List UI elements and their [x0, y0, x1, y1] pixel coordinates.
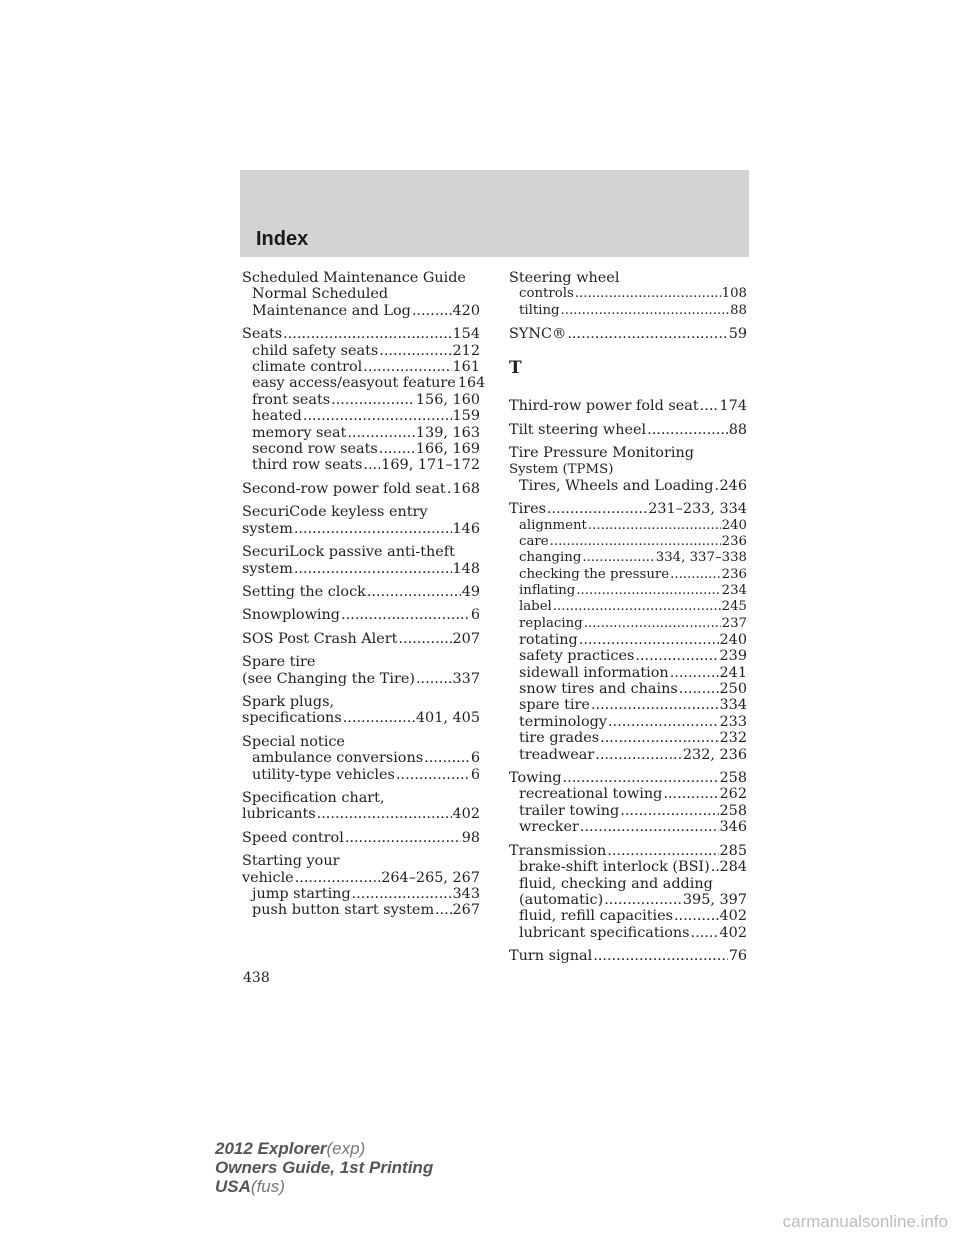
- index-entry-line: [509, 770, 747, 786]
- index-page-ref: 284: [719, 859, 747, 876]
- index-term: fluid, checking and adding: [519, 875, 713, 892]
- index-page-ref: 6: [470, 607, 480, 624]
- dot-leader: [715, 478, 719, 494]
- index-entry-line: [509, 462, 747, 478]
- index-page-ref: 146: [452, 520, 480, 537]
- index-subentry-line: [509, 786, 747, 802]
- dot-leader: [679, 681, 719, 697]
- index-entry-line: [509, 326, 747, 342]
- index-page-ref: 258: [719, 802, 747, 819]
- index-entry: [242, 734, 480, 783]
- dot-leader: [347, 425, 415, 441]
- index-entry: [242, 270, 480, 319]
- dot-leader: [607, 843, 718, 859]
- index-subentry-line: [242, 425, 480, 441]
- index-page-ref: 169, 171–172: [381, 457, 480, 474]
- dot-leader: [550, 534, 721, 550]
- index-entry: [242, 504, 480, 537]
- index-page-ref: 334: [719, 697, 747, 714]
- dot-leader: [447, 481, 452, 497]
- dot-leader: [567, 326, 727, 342]
- dot-leader: [576, 583, 720, 599]
- dot-leader: [398, 631, 451, 647]
- index-page-ref: 6: [470, 750, 480, 767]
- index-term: utility-type vehicles: [252, 766, 395, 783]
- index-term: second row seats: [252, 441, 378, 458]
- section-letter-t: T: [509, 358, 522, 379]
- index-page-ref: 108: [721, 286, 747, 302]
- index-subentry-line: [509, 478, 747, 494]
- index-page-ref: 246: [719, 477, 747, 494]
- index-entry-line: [509, 501, 747, 517]
- footer-line-model: [215, 1139, 433, 1158]
- index-term: system: [242, 560, 293, 577]
- index-entry-line: [509, 398, 747, 414]
- index-page-ref: 245: [721, 599, 747, 615]
- dot-leader: [379, 343, 451, 359]
- index-entry-line: [242, 270, 480, 286]
- index-group-t: [509, 398, 747, 964]
- index-subentry-line: [509, 859, 747, 875]
- index-page-ref: 234: [721, 582, 747, 598]
- index-term: rotating: [519, 631, 578, 648]
- index-term: Seats: [242, 326, 283, 343]
- index-subentry-line: [509, 665, 747, 681]
- index-term: wrecker: [519, 819, 579, 836]
- index-term: checking the pressure: [519, 566, 670, 582]
- index-subentry-line: [242, 750, 480, 766]
- index-page-ref: 164: [457, 375, 486, 392]
- index-page-ref: 59: [728, 326, 747, 342]
- index-term: Spare tire: [242, 654, 316, 671]
- dot-leader: [435, 902, 451, 918]
- dot-leader: [343, 710, 415, 726]
- dot-leader: [593, 948, 727, 964]
- index-subentry-line: [509, 583, 747, 599]
- index-term: Turn signal: [509, 948, 593, 965]
- index-subentry-line: [509, 303, 747, 319]
- index-subentry-line: [509, 599, 747, 615]
- index-page-ref: 233: [719, 713, 747, 730]
- index-term: inflating: [519, 582, 576, 598]
- dot-leader: [363, 457, 380, 473]
- index-subentry-line: [509, 908, 747, 924]
- dot-leader: [561, 303, 730, 319]
- index-term: spare tire: [519, 697, 590, 714]
- index-entry-line: [242, 521, 480, 537]
- index-entry: [509, 270, 747, 319]
- index-term: jump starting: [252, 886, 351, 902]
- dot-leader: [303, 408, 452, 424]
- index-term: Specification chart,: [242, 789, 385, 806]
- index-page-ref: 232, 236: [682, 746, 747, 763]
- index-term: lubricants: [242, 806, 316, 823]
- dot-leader: [663, 786, 718, 802]
- dot-leader: [588, 518, 721, 534]
- index-page-ref: 267: [452, 902, 480, 919]
- index-term: system: [242, 520, 293, 537]
- index-subentry-line: [509, 697, 747, 713]
- index-subentry-line: [509, 730, 747, 746]
- index-page-ref: 250: [719, 681, 747, 698]
- index-term: terminology: [519, 713, 607, 730]
- index-term: Special notice: [242, 733, 345, 750]
- index-term: SOS Post Crash Alert: [242, 630, 398, 647]
- dot-leader: [363, 359, 451, 375]
- index-entry: [509, 422, 747, 438]
- index-entry: [509, 398, 747, 414]
- index-entry: [242, 326, 486, 474]
- dot-leader: [294, 561, 452, 577]
- index-page-ref: 343: [452, 886, 480, 902]
- index-subentry-line: [242, 392, 480, 408]
- dot-leader: [604, 892, 682, 908]
- dot-leader: [424, 750, 470, 766]
- index-entry: [242, 654, 480, 687]
- dot-leader: [294, 521, 452, 537]
- index-term: child safety seats: [252, 342, 379, 359]
- index-page-ref: 148: [452, 560, 480, 577]
- index-term: push button start system: [252, 902, 435, 919]
- index-term: Speed control: [242, 829, 344, 846]
- index-entry-line: [242, 654, 480, 670]
- index-page-ref: 174: [719, 398, 747, 415]
- index-page-ref: 168: [452, 480, 480, 497]
- index-page-ref: 231–233, 334: [648, 501, 747, 518]
- index-subentry-line: [242, 886, 480, 902]
- index-term: Maintenance and Log: [252, 302, 411, 319]
- index-entry: [242, 544, 480, 577]
- index-page-ref: 237: [721, 615, 747, 631]
- watermark: carmanualsonline.info: [782, 1212, 948, 1231]
- index-entry-line: [242, 790, 480, 806]
- index-entry-line: [242, 734, 480, 750]
- index-subentry-line: [242, 375, 486, 392]
- index-entry-line: [242, 481, 480, 497]
- index-term: sidewall information: [519, 664, 669, 681]
- index-entry-line: [242, 853, 480, 869]
- index-page-ref: 154: [452, 326, 480, 343]
- index-term: Transmission: [509, 842, 607, 859]
- index-entry-line: [509, 843, 747, 859]
- dot-leader: [283, 326, 451, 342]
- dot-leader: [582, 550, 654, 566]
- index-page-ref: 395, 397: [682, 891, 747, 908]
- index-term: Towing: [509, 770, 562, 787]
- index-entry-line: [242, 830, 480, 846]
- index-subentry-line: [509, 534, 747, 550]
- dot-leader: [670, 567, 720, 583]
- index-page-ref: 402: [719, 924, 747, 941]
- index-entry-line: [242, 326, 480, 342]
- index-term: Setting the clock: [242, 583, 366, 600]
- index-page-ref: 98: [461, 829, 480, 846]
- index-page-ref: 240: [719, 631, 747, 648]
- footer-model-code: (exp): [326, 1139, 366, 1158]
- dot-leader: [647, 422, 728, 438]
- dot-leader: [317, 806, 452, 822]
- dot-leader: [295, 870, 381, 886]
- index-subentry-line: [509, 819, 747, 835]
- index-term: heated: [252, 408, 302, 425]
- dot-leader: [563, 770, 719, 786]
- dot-leader: [396, 767, 470, 783]
- index-page-ref: 420: [452, 302, 480, 319]
- index-term: Second-row power fold seat: [242, 480, 446, 497]
- index-column-left: [242, 270, 486, 926]
- index-entry-line: [242, 544, 480, 560]
- index-column-right: [509, 270, 747, 972]
- index-term: tire grades: [519, 730, 600, 747]
- index-term: SYNC®: [509, 326, 567, 342]
- index-page-ref: 88: [728, 421, 747, 438]
- index-page-ref: 236: [721, 566, 747, 582]
- dot-leader: [595, 747, 682, 763]
- index-subentry-line: [509, 648, 747, 664]
- index-page-ref: 166, 169: [415, 441, 480, 458]
- index-term: climate control: [252, 359, 363, 376]
- dot-leader: [341, 607, 470, 623]
- index-term: treadwear: [519, 746, 595, 763]
- index-term: Normal Scheduled: [252, 286, 389, 303]
- index-entry-line: [509, 948, 747, 964]
- index-entry: [509, 770, 747, 836]
- index-entry: [242, 607, 480, 623]
- dot-leader: [580, 819, 719, 835]
- index-term: safety practices: [519, 648, 635, 665]
- index-page-ref: 346: [719, 819, 747, 836]
- index-subentry-line: [509, 632, 747, 648]
- dot-leader: [600, 730, 718, 746]
- index-subentry-line: [509, 616, 747, 632]
- dot-leader: [584, 616, 721, 632]
- dot-leader: [700, 398, 719, 414]
- index-entry-line: [509, 270, 747, 286]
- index-term: controls: [519, 286, 574, 302]
- index-term: Spark plugs,: [242, 693, 335, 710]
- index-subentry-line: [509, 892, 747, 908]
- dot-leader: [620, 803, 718, 819]
- index-term: lubricant specifications: [519, 924, 690, 941]
- dot-leader: [608, 714, 719, 730]
- index-subentry-line: [509, 567, 747, 583]
- index-page-ref: 212: [452, 342, 480, 359]
- dot-leader: [412, 303, 452, 319]
- dot-leader: [367, 584, 461, 600]
- footer-model: 2012 Explorer: [215, 1139, 327, 1158]
- dot-leader: [547, 501, 647, 517]
- index-subentry-line: [242, 303, 480, 319]
- dot-leader: [691, 925, 719, 941]
- index-page-ref: 241: [719, 664, 747, 681]
- index-term: brake-shift interlock (BSI): [519, 859, 710, 876]
- footer-region: USA: [215, 1177, 251, 1196]
- index-page-ref: 285: [719, 842, 747, 859]
- index-entry-line: [242, 561, 480, 577]
- index-page-ref: 88: [730, 302, 747, 318]
- index-page-ref: 334, 337–338: [655, 550, 747, 566]
- index-term: tilting: [519, 302, 560, 318]
- dot-leader: [670, 665, 719, 681]
- index-page-ref: 401, 405: [415, 710, 480, 727]
- index-entry-line: [242, 710, 480, 726]
- index-entry: [242, 584, 480, 600]
- index-entry-line: [242, 671, 480, 687]
- index-term: vehicle: [242, 869, 294, 886]
- index-page-ref: 156, 160: [415, 391, 480, 408]
- index-term: SecuriLock passive anti-theft: [242, 544, 455, 561]
- index-page-ref: 264–265, 267: [381, 869, 480, 886]
- index-group-s-continued: [509, 270, 747, 342]
- index-entry: [509, 326, 747, 342]
- dot-leader: [579, 632, 719, 648]
- footer-line-guide: [215, 1158, 433, 1177]
- index-page-ref: 76: [728, 948, 747, 965]
- index-page-ref: 6: [470, 766, 480, 783]
- dot-leader: [345, 830, 461, 846]
- index-term: label: [519, 599, 552, 615]
- index-entry: [509, 501, 747, 763]
- index-term: fluid, refill capacities: [519, 908, 673, 925]
- index-entry-line: [242, 694, 480, 710]
- index-page-ref: 402: [719, 908, 747, 925]
- page-number: 438: [243, 970, 270, 986]
- index-entry-line: [509, 445, 747, 461]
- index-subentry-line: [509, 714, 747, 730]
- index-subentry-line: [509, 286, 747, 302]
- index-subentry-line: [509, 747, 747, 763]
- index-entry-line: [242, 806, 480, 822]
- index-subentry-line: [242, 286, 480, 302]
- index-term: Steering wheel: [509, 270, 620, 286]
- dot-leader: [711, 859, 719, 875]
- index-term: Tires: [509, 501, 546, 518]
- index-entry: [242, 790, 480, 823]
- dot-leader: [575, 286, 721, 302]
- index-term: Starting your: [242, 853, 340, 870]
- dot-leader: [635, 648, 718, 664]
- index-term: third row seats: [252, 457, 363, 474]
- footer-guide: Owners Guide, 1st Printing: [215, 1158, 434, 1177]
- index-page-ref: 49: [461, 583, 480, 600]
- index-subentry-line: [509, 550, 747, 566]
- dot-leader: [331, 392, 415, 408]
- index-page-ref: 236: [721, 534, 747, 550]
- index-term: (see Changing the Tire): [242, 670, 415, 687]
- index-page-ref: 159: [452, 408, 480, 425]
- index-term: Snowplowing: [242, 607, 340, 624]
- index-entry: [509, 948, 747, 964]
- index-term: ambulance conversions: [252, 750, 424, 767]
- index-subentry-line: [509, 803, 747, 819]
- index-term: memory seat: [252, 424, 347, 441]
- index-entry: [509, 843, 747, 941]
- index-entry-line: [242, 504, 480, 520]
- index-page-ref: 240: [721, 517, 747, 533]
- index-page-ref: 262: [719, 786, 747, 803]
- index-entry-line: [242, 584, 480, 600]
- index-subentry-line: [509, 876, 747, 892]
- index-term: System (TPMS): [509, 461, 614, 477]
- index-entry: [242, 481, 480, 497]
- index-page-ref: 258: [719, 770, 747, 787]
- index-subentry-line: [242, 902, 480, 918]
- index-subentry-line: [242, 408, 480, 424]
- index-entry-line: [509, 422, 747, 438]
- index-term: specifications: [242, 710, 342, 727]
- index-subentry-line: [509, 518, 747, 534]
- index-entry-line: [242, 870, 480, 886]
- dot-leader: [553, 599, 721, 615]
- footer-region-code: (fus): [250, 1177, 285, 1196]
- index-page-ref: 139, 163: [415, 424, 480, 441]
- index-subentry-line: [242, 343, 480, 359]
- index-entry: [242, 694, 480, 727]
- index-subentry-line: [509, 925, 747, 941]
- index-term: Tires, Wheels and Loading: [519, 477, 714, 494]
- index-entry-line: [242, 607, 480, 623]
- index-term: alignment: [519, 517, 587, 533]
- footer-line-region: [215, 1177, 433, 1196]
- page-title: Index: [256, 228, 309, 250]
- dot-leader: [591, 697, 719, 713]
- index-entry-line: [242, 631, 480, 647]
- index-page-ref: 402: [452, 806, 480, 823]
- index-term: snow tires and chains: [519, 681, 678, 698]
- dot-leader: [416, 671, 452, 687]
- footer-imprint: [215, 1139, 433, 1196]
- index-term: Tire Pressure Monitoring: [509, 445, 694, 462]
- index-entry: [242, 631, 480, 647]
- dot-leader: [352, 886, 452, 902]
- index-term: front seats: [252, 391, 331, 408]
- index-term: trailer towing: [519, 802, 620, 819]
- index-term: easy access/easyout feature: [252, 375, 456, 392]
- index-page-ref: 239: [719, 648, 747, 665]
- index-entry: [242, 830, 480, 846]
- header-band: [240, 170, 749, 257]
- index-subentry-line: [509, 681, 747, 697]
- index-term: Scheduled Maintenance Guide: [242, 270, 466, 286]
- index-subentry-line: [242, 441, 480, 457]
- index-term: Tilt steering wheel: [509, 421, 647, 438]
- index-page-ref: 207: [452, 630, 480, 647]
- dot-leader: [674, 908, 719, 924]
- index-term: changing: [519, 550, 582, 566]
- index-entry: [242, 853, 480, 919]
- index-term: recreational towing: [519, 786, 663, 803]
- index-term: (automatic): [519, 891, 604, 908]
- index-page-ref: 337: [452, 670, 480, 687]
- index-page-ref: 232: [719, 730, 747, 747]
- index-subentry-line: [242, 767, 480, 783]
- index-subentry-line: [242, 457, 480, 473]
- index-term: replacing: [519, 615, 583, 631]
- index-term: care: [519, 534, 549, 550]
- index-subentry-line: [242, 359, 480, 375]
- index-term: Third-row power fold seat: [509, 398, 699, 415]
- index-entry: [509, 445, 747, 494]
- dot-leader: [379, 441, 415, 457]
- index-term: SecuriCode keyless entry: [242, 504, 428, 521]
- index-page-ref: 161: [452, 359, 480, 376]
